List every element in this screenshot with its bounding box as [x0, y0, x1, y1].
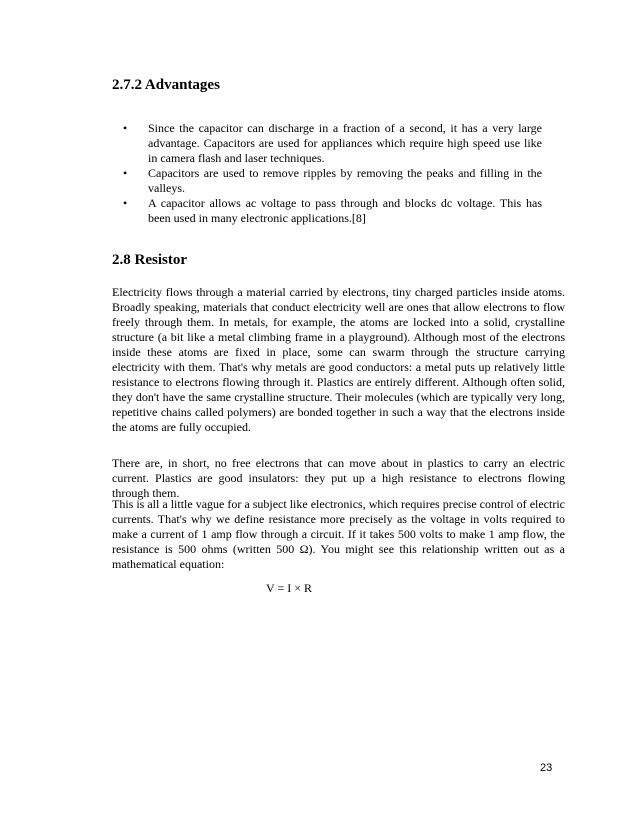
bullet-icon: •	[123, 121, 128, 135]
resistor-paragraph-1: Electricity flows through a material carried by electrons, tiny charged particles inside atoms. Broadly speaking, materials that conduct electricity well are ones that allow electrons to flow freely through them. In metals, for example, the atoms are locked into a solid, crystalline structure (a bit like a metal climbing frame in a playground). Although most of the electrons inside these atoms are fixed in place, some can swarm through the structure carrying electricity with them. That's why metals are good conductors: a metal puts up relatively little resistance to electrons flowing through it. Plastics are entirely different. Although often solid, they don't have the same crystalline structure. Their molecules (which are typically very long, repetitive chains called polymers) are bonded together in such a way that the electrons inside the atoms are fully occupied.	[112, 285, 565, 434]
advantages-bullet-list	[112, 121, 542, 226]
ohms-law-equation: V = I × R	[266, 581, 312, 595]
resistor-paragraph-2: There are, in short, no free electrons that can move about in plastics to carry an electric current. Plastics are good insulators: they put up a high resistance to electrons flowing through them.	[112, 456, 565, 500]
bullet-icon: •	[123, 166, 128, 180]
section-heading-advantages: 2.7.2 Advantages	[112, 77, 220, 93]
list-item	[112, 121, 542, 166]
bullet-text: A capacitor allows ac voltage to pass through and blocks dc voltage. This has been used in many electronic applications.[8]	[148, 196, 542, 225]
resistor-paragraph-3: This is all a little vague for a subject like electronics, which requires precise control of electric currents. That's why we define resistance more precisely as the voltage in volts required to make a current of 1 amp flow through a circuit. If it takes 500 volts to make 1 amp flow, the resistance is 500 ohms (written 500 Ω). You might see this relationship written out as a mathematical equation:	[112, 497, 565, 571]
section-heading-resistor: 2.8 Resistor	[112, 252, 187, 268]
bullet-text: Capacitors are used to remove ripples by removing the peaks and filling in the valleys.	[148, 166, 542, 195]
list-item	[112, 166, 542, 196]
page-number: 23	[540, 762, 553, 774]
list-item	[112, 196, 542, 226]
bullet-icon: •	[123, 196, 128, 210]
bullet-text: Since the capacitor can discharge in a fraction of a second, it has a very large advantage. Capacitors are used for appliances which require high speed use like in camera flash and laser techniques.	[148, 121, 542, 165]
